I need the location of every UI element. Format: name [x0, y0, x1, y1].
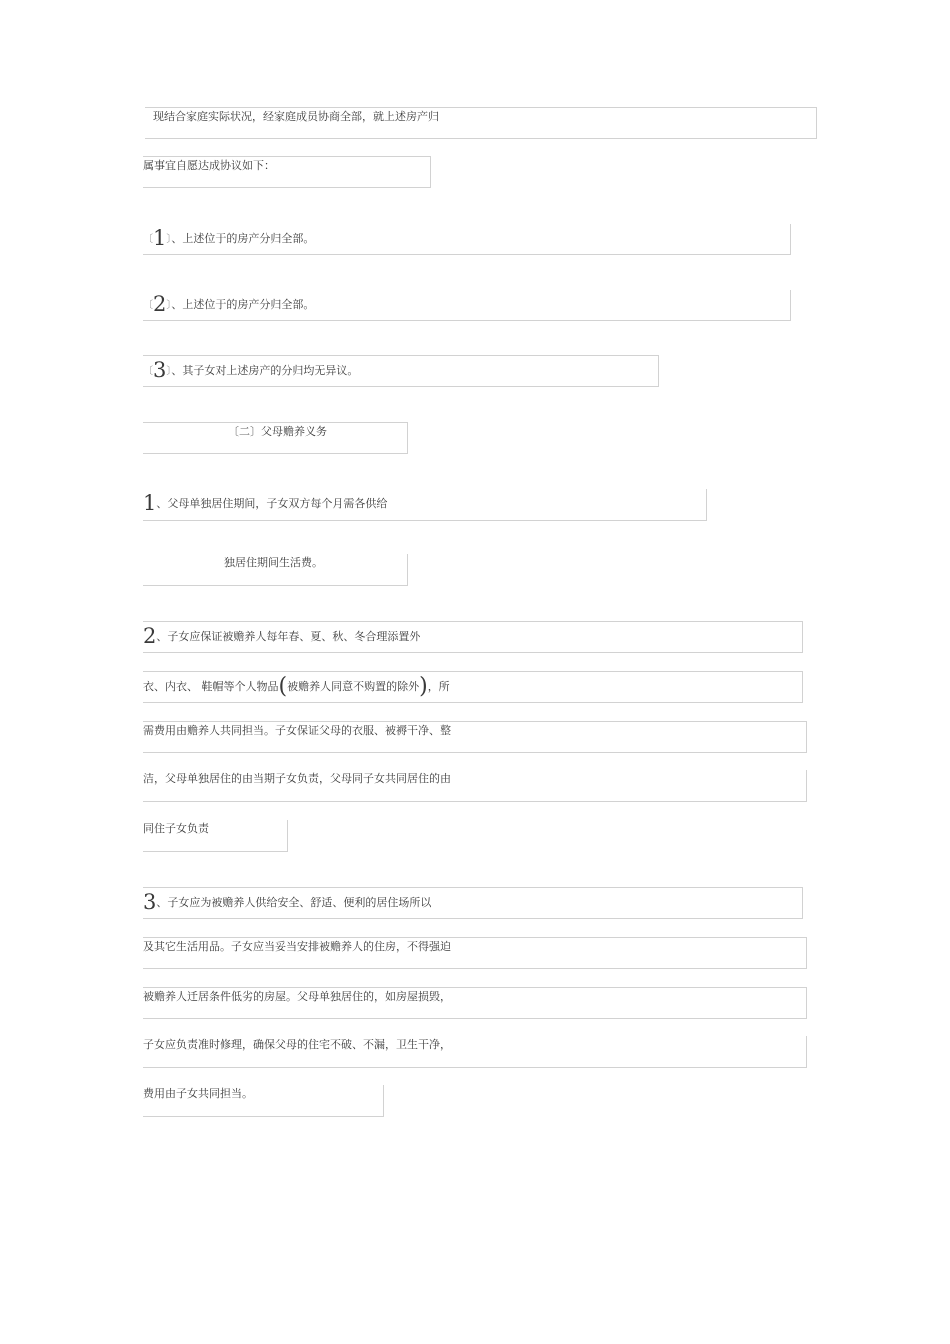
list-item — [143, 355, 659, 387]
line-text: 同住子女负责 — [143, 822, 209, 835]
item-text: 、其子女对上述房产的分归均无异议。 — [171, 364, 359, 377]
close-paren: ) — [419, 674, 428, 699]
item-text: 、上述位于的房产分归全部。 — [171, 232, 315, 245]
list-item — [143, 224, 791, 255]
text-line — [145, 107, 817, 139]
item-close-bracket: 〕 — [166, 366, 172, 377]
paragraph-line — [143, 987, 807, 1019]
section-heading: 〔二〕父母赡养义务 — [228, 425, 327, 438]
item-number: 3 — [153, 358, 167, 382]
paragraph-line — [143, 554, 408, 586]
line-text: 及其它生活用品。子女应当妥当安排被赡养人的住房，不得强迫 — [143, 940, 451, 953]
item-open-bracket: 〔 — [143, 300, 153, 311]
paragraph-line — [143, 820, 288, 852]
line-text: 费用由子女共同担当。 — [143, 1087, 253, 1100]
item-open-bracket: 〔 — [143, 366, 153, 377]
paragraph-text: 、子女应为被赡养人供给安全、舒适、便利的居住场所以 — [156, 896, 432, 909]
text-line — [143, 156, 431, 188]
paragraph-line — [143, 937, 807, 969]
paragraph-line — [143, 721, 807, 753]
paragraph-line — [143, 489, 707, 521]
list-item — [143, 290, 791, 321]
item-number: 1 — [153, 226, 167, 250]
line-text: 洁，父母单独居住的由当期子女负责，父母同子女共同居住的由 — [143, 772, 451, 785]
line-text: 被赡养人迁居条件低劣的房屋。父母单独居住的，如房屋损毁， — [143, 990, 451, 1003]
paragraph-line — [143, 1036, 807, 1068]
item-close-bracket: 〕 — [166, 234, 172, 245]
paragraph-line — [143, 887, 803, 919]
open-paren: ( — [278, 674, 288, 699]
line-text: 需费用由赡养人共同担当。子女保证父母的衣服、被褥干净、整 — [143, 724, 451, 737]
paragraph-text: 、子女应保证被赡养人每年春、夏、秋、冬合理添置外 — [156, 630, 421, 643]
paragraph-number: 2 — [143, 624, 157, 648]
line-text: 衣、内衣、 鞋帽等个人物品 — [143, 680, 279, 693]
line-text: 属事宜自愿达成协议如下： — [143, 159, 275, 172]
paragraph-line — [143, 671, 803, 703]
paragraph-line — [143, 770, 807, 802]
line-text-tail: ，所 — [427, 680, 450, 693]
paragraph-number: 3 — [143, 890, 157, 914]
item-text: 、上述位于的房产分归全部。 — [171, 298, 315, 311]
line-text: 现结合家庭实际状况，经家庭成员协商全部，就上述房产归 — [153, 110, 439, 123]
item-open-bracket: 〔 — [143, 234, 153, 245]
paragraph-line — [143, 621, 803, 653]
item-close-bracket: 〕 — [166, 300, 172, 311]
paragraph-text: 、父母单独居住期间，子女双方每个月需各供给 — [156, 497, 388, 510]
item-number: 2 — [153, 292, 167, 316]
paren-text: 被赡养人同意不购置的除外 — [287, 680, 420, 693]
line-text: 独居住期间生活费。 — [224, 556, 323, 569]
paragraph-number: 1 — [143, 491, 157, 515]
paragraph-line — [143, 1085, 384, 1117]
line-text: 子女应负责准时修理，确保父母的住宅不破、不漏，卫生干净， — [143, 1038, 451, 1051]
section-heading-line — [143, 422, 408, 454]
